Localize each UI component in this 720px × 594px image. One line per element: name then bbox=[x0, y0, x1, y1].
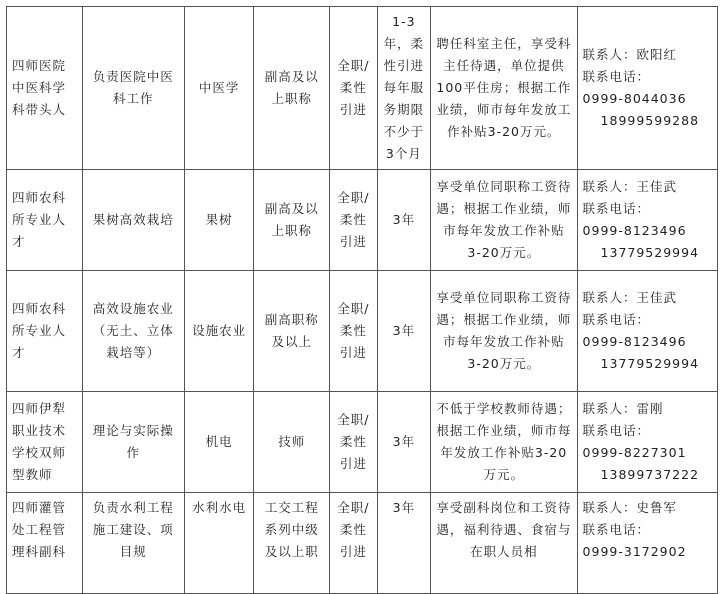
contact-phone-label: 联系电话： bbox=[582, 522, 651, 537]
table-row bbox=[7, 271, 718, 392]
duty-cell: 负责水利工程施工建设、项目规 bbox=[82, 493, 184, 594]
contact-phone: 0999-3172902 bbox=[582, 544, 687, 559]
table-row bbox=[7, 170, 718, 271]
employment-type-cell: 全职/柔性引进 bbox=[330, 7, 377, 170]
employment-type-cell: 全职/柔性引进 bbox=[330, 170, 377, 271]
contact-phone: 0999-8123496 bbox=[582, 334, 687, 349]
major-cell: 机电 bbox=[184, 392, 254, 493]
contact-phone-label: 联系电话： bbox=[582, 201, 651, 216]
contact-phone: 0999-8123496 bbox=[582, 223, 687, 238]
table-row bbox=[7, 493, 718, 594]
contact-phone-label: 联系电话： bbox=[582, 423, 651, 438]
contact-person: 联系人：王佳武 bbox=[582, 290, 678, 305]
contact-phone-label: 联系电话： bbox=[582, 312, 651, 327]
contact-cell bbox=[577, 170, 717, 271]
table-body bbox=[7, 7, 718, 594]
contact-cell bbox=[577, 493, 717, 594]
benefits-cell: 享受单位同职称工资待遇；根据工作业绩，师市每年发放工作补贴3-20万元。 bbox=[431, 271, 577, 392]
term-cell: 3年 bbox=[377, 392, 431, 493]
benefits-cell: 享受副科岗位和工资待遇，福利待遇、食宿与在职人员相 bbox=[431, 493, 577, 594]
contact-cell bbox=[577, 392, 717, 493]
contact-person: 联系人：雷刚 bbox=[582, 401, 664, 416]
title-cell: 副高及以上职称 bbox=[254, 7, 330, 170]
table-row bbox=[7, 7, 718, 170]
unit-cell: 四师农科所专业人才 bbox=[7, 271, 83, 392]
contact-phone: 13779529994 bbox=[600, 356, 700, 371]
contact-cell bbox=[577, 7, 717, 170]
term-cell: 1-3年，柔性引进每年服务期限不少于3个月 bbox=[377, 7, 431, 170]
major-cell: 水利水电 bbox=[184, 493, 254, 594]
title-cell: 副高职称及以上 bbox=[254, 271, 330, 392]
benefits-cell: 享受单位同职称工资待遇；根据工作业绩，师市每年发放工作补贴3-20万元。 bbox=[431, 170, 577, 271]
unit-cell: 四师伊犁职业技术学校双师型教师 bbox=[7, 392, 83, 493]
major-cell: 果树 bbox=[184, 170, 254, 271]
duty-cell: 果树高效栽培 bbox=[82, 170, 184, 271]
table-row bbox=[7, 392, 718, 493]
contact-phone: 0999-8044036 bbox=[582, 91, 687, 106]
contact-phone: 13779529994 bbox=[600, 245, 700, 260]
employment-type-cell: 全职/柔性引进 bbox=[330, 271, 377, 392]
contact-cell bbox=[577, 271, 717, 392]
major-cell: 中医学 bbox=[184, 7, 254, 170]
term-cell: 3年 bbox=[377, 271, 431, 392]
duty-cell: 理论与实际操作 bbox=[82, 392, 184, 493]
contact-person: 联系人：史鲁军 bbox=[582, 500, 678, 515]
benefits-cell: 不低于学校教师待遇；根据工作业绩，师市每年发放工作补贴3-20万元。 bbox=[431, 392, 577, 493]
contact-phone: 18999599288 bbox=[600, 113, 700, 128]
title-cell: 技师 bbox=[254, 392, 330, 493]
title-cell: 工交工程系列中级及以上职 bbox=[254, 493, 330, 594]
recruitment-table bbox=[6, 6, 718, 594]
duty-cell: 负责医院中医科工作 bbox=[82, 7, 184, 170]
duty-cell: 高效设施农业（无土、立体栽培等） bbox=[82, 271, 184, 392]
contact-person: 联系人：王佳武 bbox=[582, 179, 678, 194]
employment-type-cell: 全职/柔性引进 bbox=[330, 493, 377, 594]
employment-type-cell: 全职/柔性引进 bbox=[330, 392, 377, 493]
contact-phone: 0999-8227301 bbox=[582, 445, 687, 460]
term-cell: 3年 bbox=[377, 493, 431, 594]
major-cell: 设施农业 bbox=[184, 271, 254, 392]
contact-person: 联系人：欧阳红 bbox=[582, 47, 678, 62]
unit-cell: 四师农科所专业人才 bbox=[7, 170, 83, 271]
term-cell: 3年 bbox=[377, 170, 431, 271]
benefits-cell: 聘任科室主任，享受科主任待遇，单位提供100平住房；根据工作业绩，师市每年发放工作补贴3-20万元。 bbox=[431, 7, 577, 170]
contact-phone-label: 联系电话： bbox=[582, 69, 651, 84]
unit-cell: 四师医院中医科学科带头人 bbox=[7, 7, 83, 170]
unit-cell: 四师灌管处工程管理科副科 bbox=[7, 493, 83, 594]
title-cell: 副高及以上职称 bbox=[254, 170, 330, 271]
contact-phone: 13899737222 bbox=[600, 467, 700, 482]
